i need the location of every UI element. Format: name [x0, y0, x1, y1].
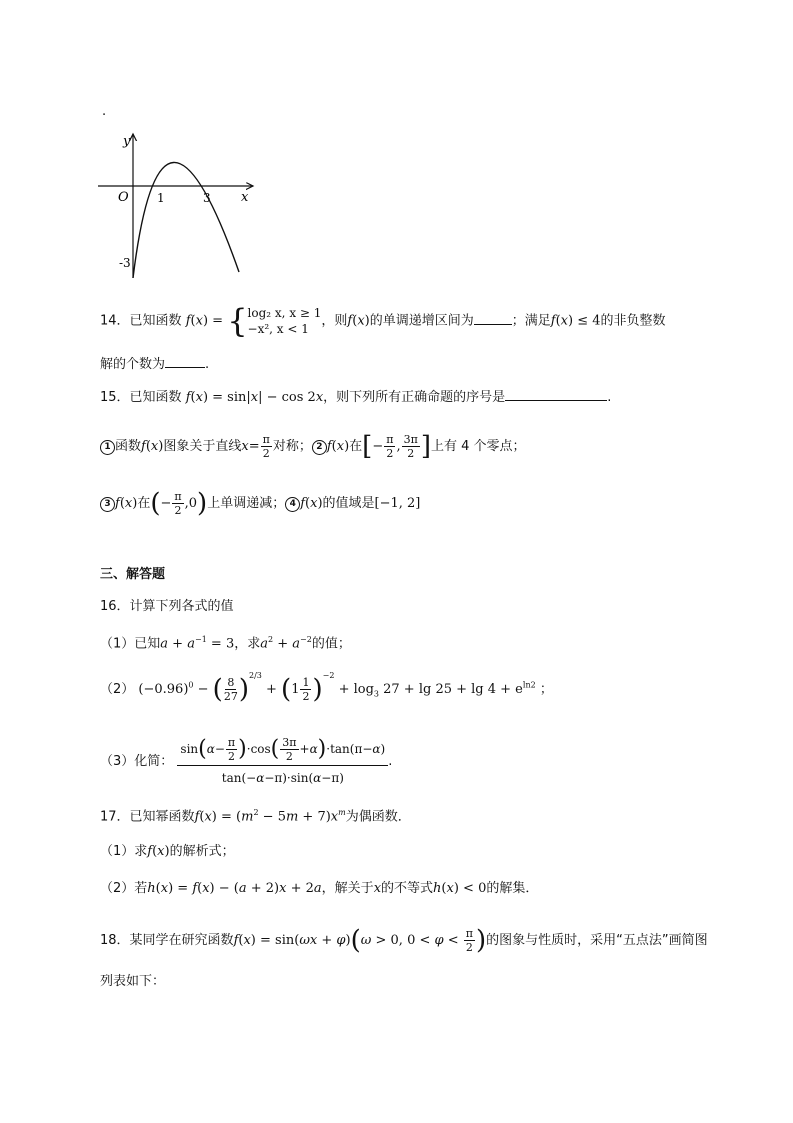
q17-p1-end: 的解析式；: [169, 844, 235, 859]
q16-p1-text: ，求: [234, 636, 261, 652]
q15-o2-text: 在: [349, 439, 363, 454]
q16-p2-label: （2）: [100, 682, 135, 697]
q17-p2-mid2: 的不等式: [381, 881, 434, 896]
axis-y-label: y: [123, 134, 131, 149]
q14-text2: ，则: [321, 313, 348, 329]
q17-p2-end: 的解集．: [486, 881, 539, 896]
q15-o4-mark: 4: [285, 497, 300, 512]
q14-case1: log₂ x, x ≥ 1: [247, 306, 322, 320]
q15-o3-text: 在: [137, 496, 151, 511]
q18-text2: 的图象与性质时，采用“五点法”画简图: [486, 933, 708, 948]
q14-text4: ；满足: [511, 313, 551, 329]
q18-num: 18．: [100, 933, 130, 948]
q15-o2-text2: 上有 4 个零点；: [431, 439, 526, 454]
q14-text3: 的单调递增区间为: [369, 313, 474, 329]
tick-1: 1: [157, 191, 165, 205]
q14-text1: 已知函数: [129, 313, 182, 329]
q15-o3-mark: 3: [100, 497, 115, 512]
q14-line2: [100, 355, 209, 374]
q16-p1-end: 的值；: [311, 636, 351, 652]
q15-options-3-4: 3 f(x)在(− $\frac{\pi}{2}$ ,0)上单调递减； 4 f(x)的值域是[−1, 2]: [100, 490, 420, 517]
q15-text1: 已知函数: [129, 390, 182, 405]
q16-p1: （1）已知$a + a^{-1} = 3$，求$a^2 + a^{-2}$的值；: [100, 635, 351, 652]
q15-line1: 15．已知函数 f(x) = sin|x| − cos 2x，则下列所有正确命题的序号是 .: [100, 390, 612, 405]
parabola-curve: [133, 162, 239, 278]
q16-p3: （3）化简： sin(α− $\frac{\pi}{2}$ )·cos( $\frac{3\pi}{2}$ +α)·tan(π−α) tan(−α−π)·sin(α−π) .: [100, 736, 393, 785]
q15-blank[interactable]: [505, 388, 607, 401]
q15-num: 15．: [100, 390, 130, 405]
q16-text: 计算下列各式的值: [129, 599, 234, 614]
q14-num: 14．: [100, 313, 130, 329]
q17-p1-label: （1）求: [100, 844, 148, 859]
q18-line: 18．某同学在研究函数f(x) = sin(ωx + φ)(ω > 0, 0 < φ < $\frac{\pi}{2}$ )的图象与性质时，采用“五点法”画简图: [100, 925, 708, 956]
q15-o1-text2: 图象关于直线: [163, 439, 242, 454]
q18-text1: 某同学在研究函数: [129, 933, 234, 948]
q14-text5: 的非负整数: [600, 313, 666, 329]
q17-num: 17．: [100, 809, 130, 825]
q16-line: [100, 598, 234, 616]
q15-o4-text: 的值域是: [322, 496, 375, 511]
q16-p2: （2） $(-0.96)^0$ − ( $\frac{8}{27}$ )$^{2/3}$ + (1 $\frac{1}{2}$ )$^{-2} + \log_3 27 + \lg 25 + \lg 4 + e^{ln2}$ ；: [100, 670, 553, 705]
q15-o1-text: 函数: [115, 439, 142, 454]
tick-neg3: -3: [119, 256, 131, 270]
q16-p3-end: .: [388, 754, 393, 769]
q16-num: 16．: [100, 599, 130, 614]
q17-line: 17．已知幂函数$f(x) = (m^2 - 5m + 7)x^m$为偶函数．: [100, 808, 411, 825]
q16-p3-label: （3）化简：: [100, 754, 174, 769]
q17-p1: （1）求f(x)的解析式；: [100, 844, 235, 859]
q14-blank2[interactable]: [165, 355, 205, 368]
q15-o1-text3: 对称；: [272, 439, 312, 454]
q14-blank1[interactable]: [474, 312, 512, 325]
q15-options-1-2: 1 函数f(x)图象关于直线x= $\frac{\pi}{2}$ 对称； 2 f(x)在[− $\frac{\pi}{2}$ , $\frac{3\pi}{2}$ ]上有 4 个零点；: [100, 433, 526, 460]
q14-case2: −x², x < 1: [247, 322, 309, 336]
q15-o2-mark: 2: [312, 440, 327, 455]
q17-text2: 为偶函数．: [345, 809, 411, 825]
q14-line2-text: 解的个数为: [100, 357, 166, 372]
axis-x-label: x: [241, 190, 249, 205]
q15-o1-mark: 1: [100, 440, 115, 455]
section-3-heading: 三、解答题: [100, 567, 166, 582]
tick-3: 3: [203, 191, 211, 205]
origin-label: O: [118, 190, 129, 205]
q15-o3-text2: 上单调递减；: [207, 496, 286, 511]
q17-p2: （2）若h(x) = f(x) − (a + 2)x + 2a，解关于x的不等式h(x) < 0的解集．: [100, 881, 539, 896]
q16-p1-label: （1）已知: [100, 636, 161, 652]
parabola-graph: [95, 128, 265, 278]
q14-line2-end: .: [205, 357, 210, 372]
q15-text2: ，则下列所有正确命题的序号是: [323, 390, 506, 405]
q18-line2: 列表如下：: [100, 974, 166, 989]
q15-end: .: [607, 390, 612, 405]
q17-text1: 已知幂函数: [129, 809, 195, 825]
q17-p2-label: （2）若: [100, 881, 148, 896]
q17-p2-mid: ，解关于: [321, 881, 374, 896]
leading-dot: .: [102, 104, 107, 119]
q14-line1: 14．已知函数 f(x) = { log₂ x, x ≥ 1 −x², x < 1 ，则f(x)的单调递增区间为 ；满足f(x) ≤ 4的非负整数: [100, 302, 666, 340]
